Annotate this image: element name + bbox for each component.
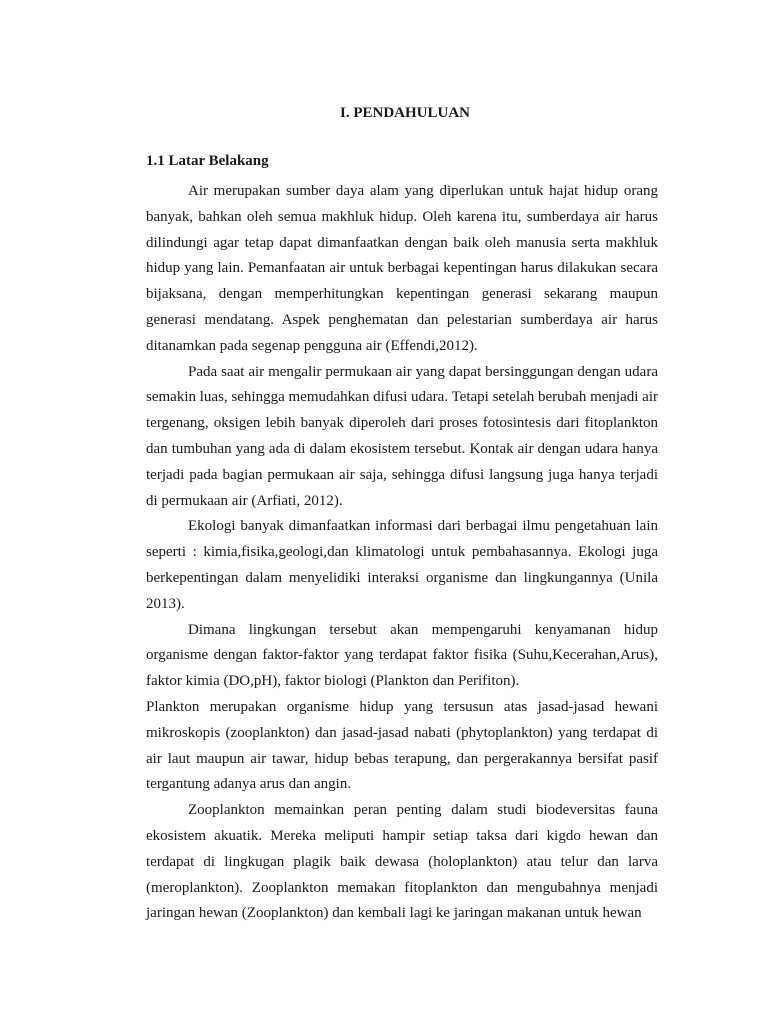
paragraph-2: Pada saat air mengalir permukaan air yang dapat bersinggungan dengan udara semakin luas, sehingga memudahkan difusi udara. Tetapi setelah berubah menjadi air tergenang, oksigen lebih banyak diperoleh dari proses fotosintesis dari fitoplankton dan tumbuhan yang ada di dalam ekosistem tersebut. Kontak air dengan udara hanya terjadi pada bagian permukaan air saja, sehingga difusi langsung juga hanya terjadi di permukaan air (Arfiati, 2012). [146, 363, 658, 509]
paragraph-6: Zooplankton memainkan peran penting dalam studi biodeversitas fauna ekosistem akuatik. Mereka meliputi hampir setiap taksa dari kigdo hewan dan terdapat di lingkugan plagik baik dewasa (holoplankton) atau telur dan larva (meroplankton). Zooplankton memakan fitoplankton dan mengubahnya menjadi jaringan hewan (Zooplankton) dan kembali lagi ke jaringan makanan untuk hewan [146, 802, 658, 922]
section-heading: 1.1 Latar Belakang [146, 153, 269, 169]
paragraph-1: Air merupakan sumber daya alam yang diperlukan untuk hajat hidup orang banyak, bahkan oleh semua makhluk hidup. Oleh karena itu, sumberdaya air harus dilindungi agar tetap dapat dimanfaatkan dengan baik oleh manusia serta makhluk hidup yang lain. Pemanfaatan air untuk berbagai kepentingan harus dilakukan secara bijaksana, dengan memperhitungkan kepentingan generasi sekarang maupun generasi mendatang. Aspek penghematan dan pelestarian sumberdaya air harus ditanamkan pada segenap pengguna air (Effendi,2012). [146, 183, 658, 354]
body-text [146, 179, 658, 927]
paragraph-4: Dimana lingkungan tersebut akan mempengaruhi kenyamanan hidup organisme dengan faktor-faktor yang terdapat faktor fisika (Suhu,Kecerahan,Arus), faktor kimia (DO,pH), faktor biologi (Plankton dan Perifiton). [146, 621, 658, 690]
paragraph-5: Plankton merupakan organisme hidup yang tersusun atas jasad-jasad hewani mikroskopis (zooplankton) dan jasad-jasad nabati (phytoplankton) yang terdapat di air laut maupun air tawar, hidup bebas terapung, dan pergerakannya bersifat pasif tergantung adanya arus dan angin. [146, 698, 658, 793]
chapter-title: I. PENDAHULUAN [339, 105, 470, 121]
paragraph-3: Ekologi banyak dimanfaatkan informasi dari berbagai ilmu pengetahuan lain seperti : kimia,fisika,geologi,dan klimatologi untuk pembahasannya. Ekologi juga berkepentingan dalam menyelidiki interaksi organisme dan lingkungannya (Unila 2013). [146, 518, 658, 612]
